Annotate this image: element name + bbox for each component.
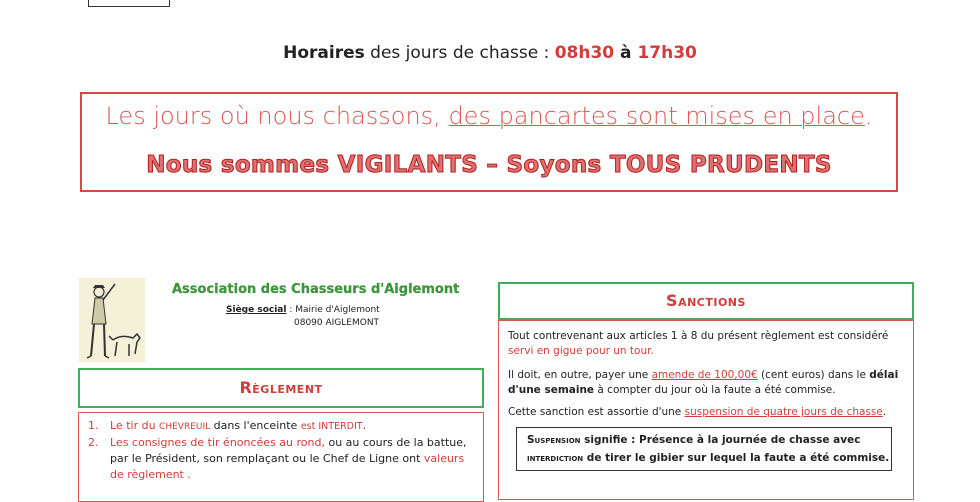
hours-label: Horaires <box>283 43 365 63</box>
item-text-2: dans l'enceinte <box>210 419 301 432</box>
hunter-with-dog-icon <box>79 278 145 362</box>
time-end: 17h30 <box>637 43 697 63</box>
item-text: Les consignes de tir énoncées au rond, <box>110 436 325 449</box>
warning-text: Les jours où nous chassons, <box>105 102 449 130</box>
warning-box <box>80 92 898 192</box>
sanction-suspension: suspension de quatre jours de chasse <box>684 406 883 418</box>
time-start: 08h30 <box>554 43 615 63</box>
interdiction-text: de tirer le gibier sur lequel la faute a été commise. <box>583 452 890 464</box>
item-text-2: ou au cours de la battue, <box>324 436 467 449</box>
hours-text: des jours de chasse : <box>364 43 555 63</box>
time-sep: à <box>614 43 638 63</box>
item-text-3: par le Président, son remplaçant ou le Chef de Ligne ont <box>110 452 424 465</box>
item-period: . <box>362 419 367 432</box>
top-frame-fragment <box>88 0 170 7</box>
head-office-value: : Mairie d'Aiglemont <box>286 305 380 315</box>
reglement-item <box>88 435 478 451</box>
sanction-delai: délai <box>869 369 899 381</box>
sanctions-para-3 <box>508 405 908 420</box>
sanction-text-2: (cent euros) dans le <box>757 369 870 381</box>
item-valeurs: valeurs <box>423 452 465 465</box>
sanction-gigue: servi en gigue pour un tour. <box>508 345 654 357</box>
suspension-label: Suspension <box>527 434 581 446</box>
sanction-text: Il doit, en outre, payer une <box>508 369 652 381</box>
reglement-title: Règlement <box>239 378 323 397</box>
sanction-text: Cette sanction est assortie d'une <box>508 406 685 418</box>
reglement-header <box>78 368 484 408</box>
sanctions-para-2 <box>508 368 908 398</box>
suspension-text: signifie : Présence à la journée de chasse avec <box>580 434 861 446</box>
head-office <box>226 305 380 315</box>
interdiction-label: interdiction <box>527 452 584 464</box>
item-text: Le tir du <box>110 419 160 432</box>
sanction-text-3: à compter du jour où la faute a été commise. <box>594 384 836 396</box>
sanctions-header <box>498 282 914 320</box>
association-name: Association des Chasseurs d'Aiglemont <box>172 282 460 297</box>
reglement-item-cont-2: de règlement . <box>110 468 191 481</box>
suspension-line-1 <box>527 434 860 446</box>
head-office-address: 08090 AIGLEMONT <box>294 318 380 328</box>
suspension-definition-box <box>516 427 892 471</box>
item-number: 1. <box>88 419 99 432</box>
sanction-amount: amende de 100,00€ <box>651 369 758 381</box>
reglement-item-cont <box>88 451 478 467</box>
sanctions-title: Sanctions <box>666 291 746 310</box>
item-chevreuil: CHEVREUIL <box>159 422 211 432</box>
reglement-list <box>88 418 478 483</box>
sanctions-para-1 <box>508 329 908 359</box>
hunting-hours <box>0 43 980 63</box>
signs-text: des pancartes sont mises en place <box>448 102 865 130</box>
item-interdit: est INTERDIT <box>300 421 363 432</box>
reglement-item <box>88 418 478 435</box>
sanction-week: d'une semaine <box>508 384 595 396</box>
sanction-period: . <box>882 406 887 418</box>
warning-period: . <box>864 102 873 130</box>
warning-line-1 <box>82 102 896 130</box>
warning-line-2: Nous sommes VIGILANTS – Soyons TOUS PRUDENTS <box>146 152 832 178</box>
suspension-line-2 <box>527 452 889 464</box>
sanction-text: Tout contrevenant aux articles 1 à 8 du présent règlement est considéré <box>508 330 889 342</box>
item-number: 2. <box>88 436 99 449</box>
head-office-label: Siège social <box>226 305 287 315</box>
